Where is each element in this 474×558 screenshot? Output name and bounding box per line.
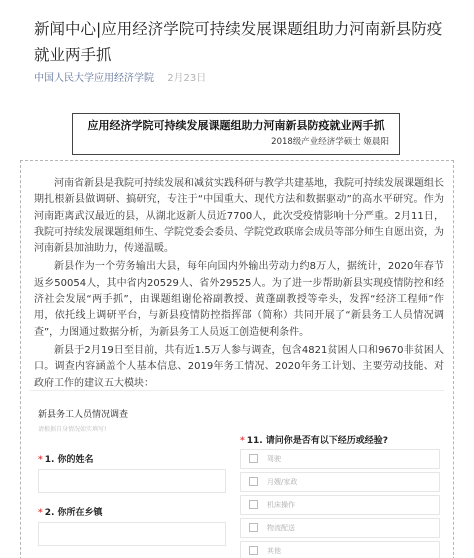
question-name (38, 452, 94, 465)
option-logistics[interactable] (240, 518, 440, 538)
article-date: 2月23日 (167, 73, 207, 84)
article-banner (72, 113, 400, 155)
option-housekeeping[interactable] (240, 472, 440, 492)
banner-author: 2018级产业经济学硕士 姬晨阳 (271, 137, 389, 147)
checkbox[interactable] (249, 477, 258, 486)
option-label: 其他 (267, 547, 281, 555)
question-town (38, 505, 103, 518)
banner-title: 应用经济学院可持续发展课题组助力河南新县防疫就业两手抓 (87, 119, 385, 132)
question-label: 1. 你的姓名 (44, 455, 94, 465)
option-label: 月嫂/家政 (267, 478, 298, 486)
required-star: * (38, 455, 43, 465)
option-label: 驾驶 (267, 455, 281, 463)
option-other[interactable] (240, 541, 440, 558)
checkbox[interactable] (249, 500, 258, 509)
survey-hint: 请根据自身情况如实填写! (38, 426, 107, 433)
body-paragraph: 新县作为一个劳务输出大县，每年向国内外输出劳动力约8万人，据统计，2020年春节返乡50054人，其中省内20529人、省外29525人。为了进一步帮助新县实现疫情防控和经济社会发展“两手抓”，由课题组谢伦裕副教授、黄蓬副教授等牵头，发挥“经济工程师”作用，依托线上调研平台，与新县疫情防控指挥部（简称）共同开展了“新县务工人员情况调查”，力图通过数据分析，为新县务工人员返工创造便利条件。 (34, 261, 444, 338)
option-label: 物流配送 (267, 524, 295, 532)
option-driving[interactable] (240, 449, 440, 469)
checkbox[interactable] (249, 523, 258, 532)
checkbox[interactable] (249, 454, 258, 463)
survey-screenshot (30, 390, 444, 558)
option-label: 机床操作 (267, 501, 295, 509)
article-title: 新闻中心|应用经济学院可持续发展课题组助力河南新县防疫就业两手抓 (34, 20, 443, 64)
required-star: * (38, 508, 43, 518)
article-meta (34, 69, 206, 84)
question-label: 2. 你所在乡镇 (44, 508, 103, 518)
name-input[interactable] (38, 469, 226, 493)
town-input[interactable] (38, 522, 226, 546)
body-paragraph: 河南省新县是我院可持续发展和减贫实践科研与教学共建基地，我院可持续发展课题组长期扎根新县做调研、搞研究，专注于“中国重大、现代方法和数据驱动”的高水平研究。作为河南距离武汉最近的县，从湖北返新人员近7700人，此次受疫情影响十分严重。2月11日，我院可持续发展课题组师生、学院党委会委员、学院党政联席会成员等部分师生自愿出资，为河南新县加油助力，传递温暖。 (34, 178, 444, 255)
checkbox[interactable] (249, 546, 258, 555)
question-label: 11. 请问你是否有以下经历或经验? (246, 436, 389, 446)
body-paragraph: 新县于2月19日至目前，共有近1.5万人参与调查，包含4821贫困人口和9670非贫困人口。调查内容涵盖个人基本信息、2019年务工情况、2020年务工计划、主要劳动技能、对政府工作的建议五大模块： (34, 344, 444, 389)
question-experience (240, 433, 388, 446)
survey-title: 新县务工人员情况调查 (38, 410, 129, 420)
required-star: * (240, 436, 245, 446)
option-machine[interactable] (240, 495, 440, 515)
article-source-link[interactable]: 中国人民大学应用经济学院 (34, 73, 154, 84)
article-body (34, 176, 444, 394)
